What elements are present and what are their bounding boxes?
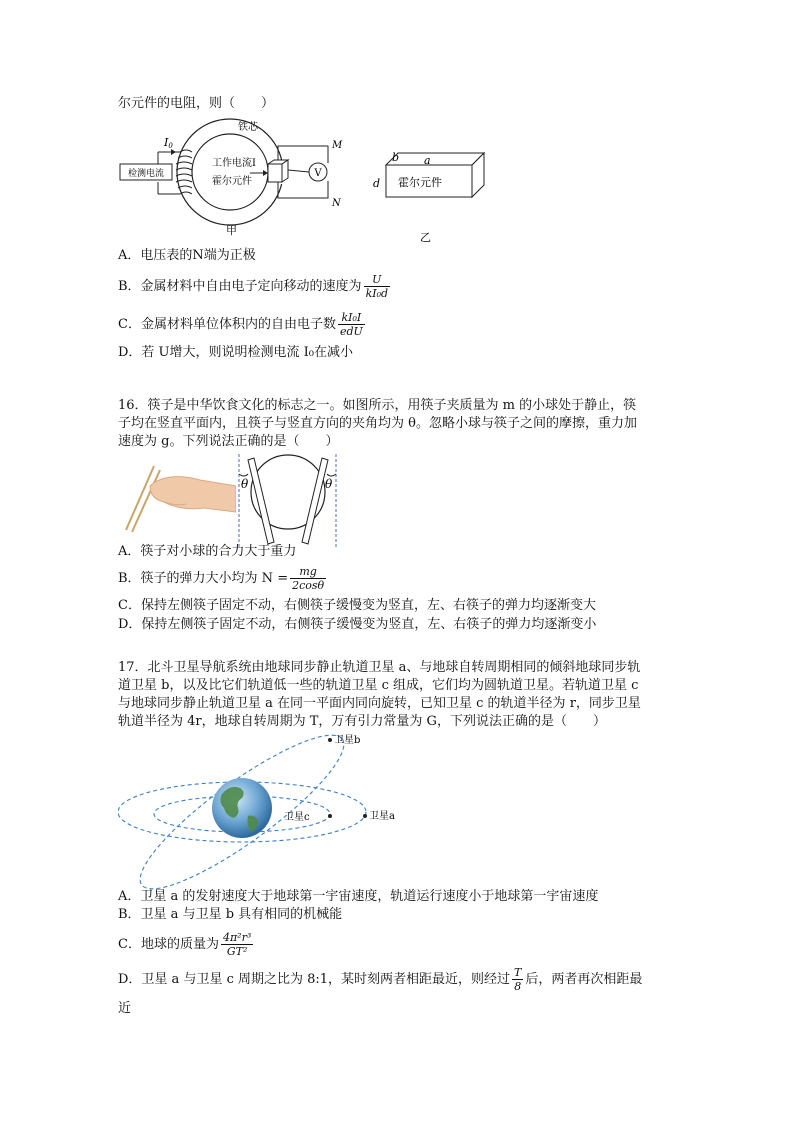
q17-stem-line1: 17．北斗卫星导航系统由地球同步静止轨道卫星 a、与地球自转周期相同的倾斜地球同步轨 [118, 660, 641, 675]
q16-stem-line1: 16．筷子是中华饮食文化的标志之一。如图所示，用筷子夹质量为 m 的小球处于静止，筷 [118, 398, 637, 413]
earth-icon [212, 778, 272, 838]
sat-b-label: 卫星b [334, 735, 361, 746]
q17-option-c: C．地球的质量为 $\frac{\text{4π²r³}}{\text{GT²}}$ [118, 931, 252, 958]
q16-option-a: A．筷子对小球的合力大于重力 [118, 544, 297, 559]
detect-current-label: 检测电流 [127, 169, 165, 179]
q17-stem-line2: 道卫星 b，以及比它们轨道低一些的轨道卫星 c 组成，它们均为圆轨道卫星。若轨道卫星 c [118, 678, 639, 693]
theta-left: θ [241, 477, 249, 491]
voltmeter-label: V [314, 168, 322, 179]
q16-stem-line2: 子均在竖直平面内，且筷子与竖直方向的夹角均为 θ。忽略小球与筷子之间的摩擦，重力加 [118, 416, 637, 431]
caption-jia: 甲 [226, 224, 237, 236]
hand-chopsticks-image [120, 456, 236, 532]
terminal-n: N [332, 198, 341, 209]
q17-option-a: A．卫星 a 的发射速度大于地球第一宇宙速度，轨道运行速度小于地球第一宇宙速度 [118, 889, 599, 904]
q15-option-d: D．若 U增大，则说明检测电流 I₀在减小 [118, 345, 353, 360]
q15-option-b: B．金属材料中自由电子定向移动的速度为 $\frac{U}{\text{kI₀d}}$ [118, 273, 389, 300]
work-current-label: 工作电流I [212, 158, 256, 169]
q16-option-d: D．保持左侧筷子固定不动，右侧筷子缓慢变为竖直，左、右筷子的弹力均逐渐变小 [118, 617, 597, 632]
sat-a-label: 卫星a [369, 811, 395, 822]
hall-element-label: 霍尔元件 [212, 176, 252, 187]
hall-circuit-figure [118, 112, 348, 236]
q17-option-d: D．卫星 a 与卫星 c 周期之比为 8:1，某时刻两者相距最近，则经过 $\frac{T}{8}$ 后，两者再次相距最 [118, 966, 643, 993]
satellite-orbit-diagram [118, 730, 418, 890]
edge-d: d [373, 177, 381, 190]
q16-option-b: B．筷子的弹力大小均为 N = $\frac{mg}{2\cos\theta}$ [118, 565, 325, 592]
q17-stem-line3: 与地球同步静止轨道卫星 a 在同一平面内同向旋转，已知卫星 c 的轨道半径为 r，同步卫星 [118, 696, 641, 711]
q15-stem-tail: 尔元件的电阻，则（ ） [118, 96, 275, 111]
q17-option-d-tail: 近 [118, 1001, 132, 1016]
sat-c-label: 卫星c [284, 812, 310, 823]
q16-stem-line3: 速度为 g。下列说法正确的是（ ） [118, 434, 339, 449]
ball-chopsticks-diagram [236, 452, 342, 548]
iron-core-label: 铁芯 [238, 122, 258, 133]
q15-option-c: C．金属材料单位体积内的自由电子数 $\frac{\text{kI₀I}}{\text{edU}}$ [118, 311, 363, 338]
theta-right: θ [325, 477, 333, 491]
q16-option-c: C．保持左侧筷子固定不动，右侧筷子缓慢变为竖直，左、右筷子的弹力均逐渐变大 [118, 598, 596, 613]
edge-b: b [392, 151, 400, 164]
q17-option-b: B．卫星 a 与卫星 b 具有相同的机械能 [118, 907, 343, 922]
hall-block-figure [368, 145, 493, 243]
edge-a: a [424, 154, 431, 167]
block-label: 霍尔元件 [398, 176, 442, 189]
i0-label: I0 [164, 136, 173, 150]
q17-stem-line4: 轨道半径为 4r，地球自转周期为 T，万有引力常量为 G，下列说法正确的是（ ） [118, 714, 606, 729]
caption-yi: 乙 [420, 231, 431, 243]
q15-option-a: A．电压表的N端为正极 [118, 248, 256, 263]
terminal-m: M [332, 140, 343, 151]
